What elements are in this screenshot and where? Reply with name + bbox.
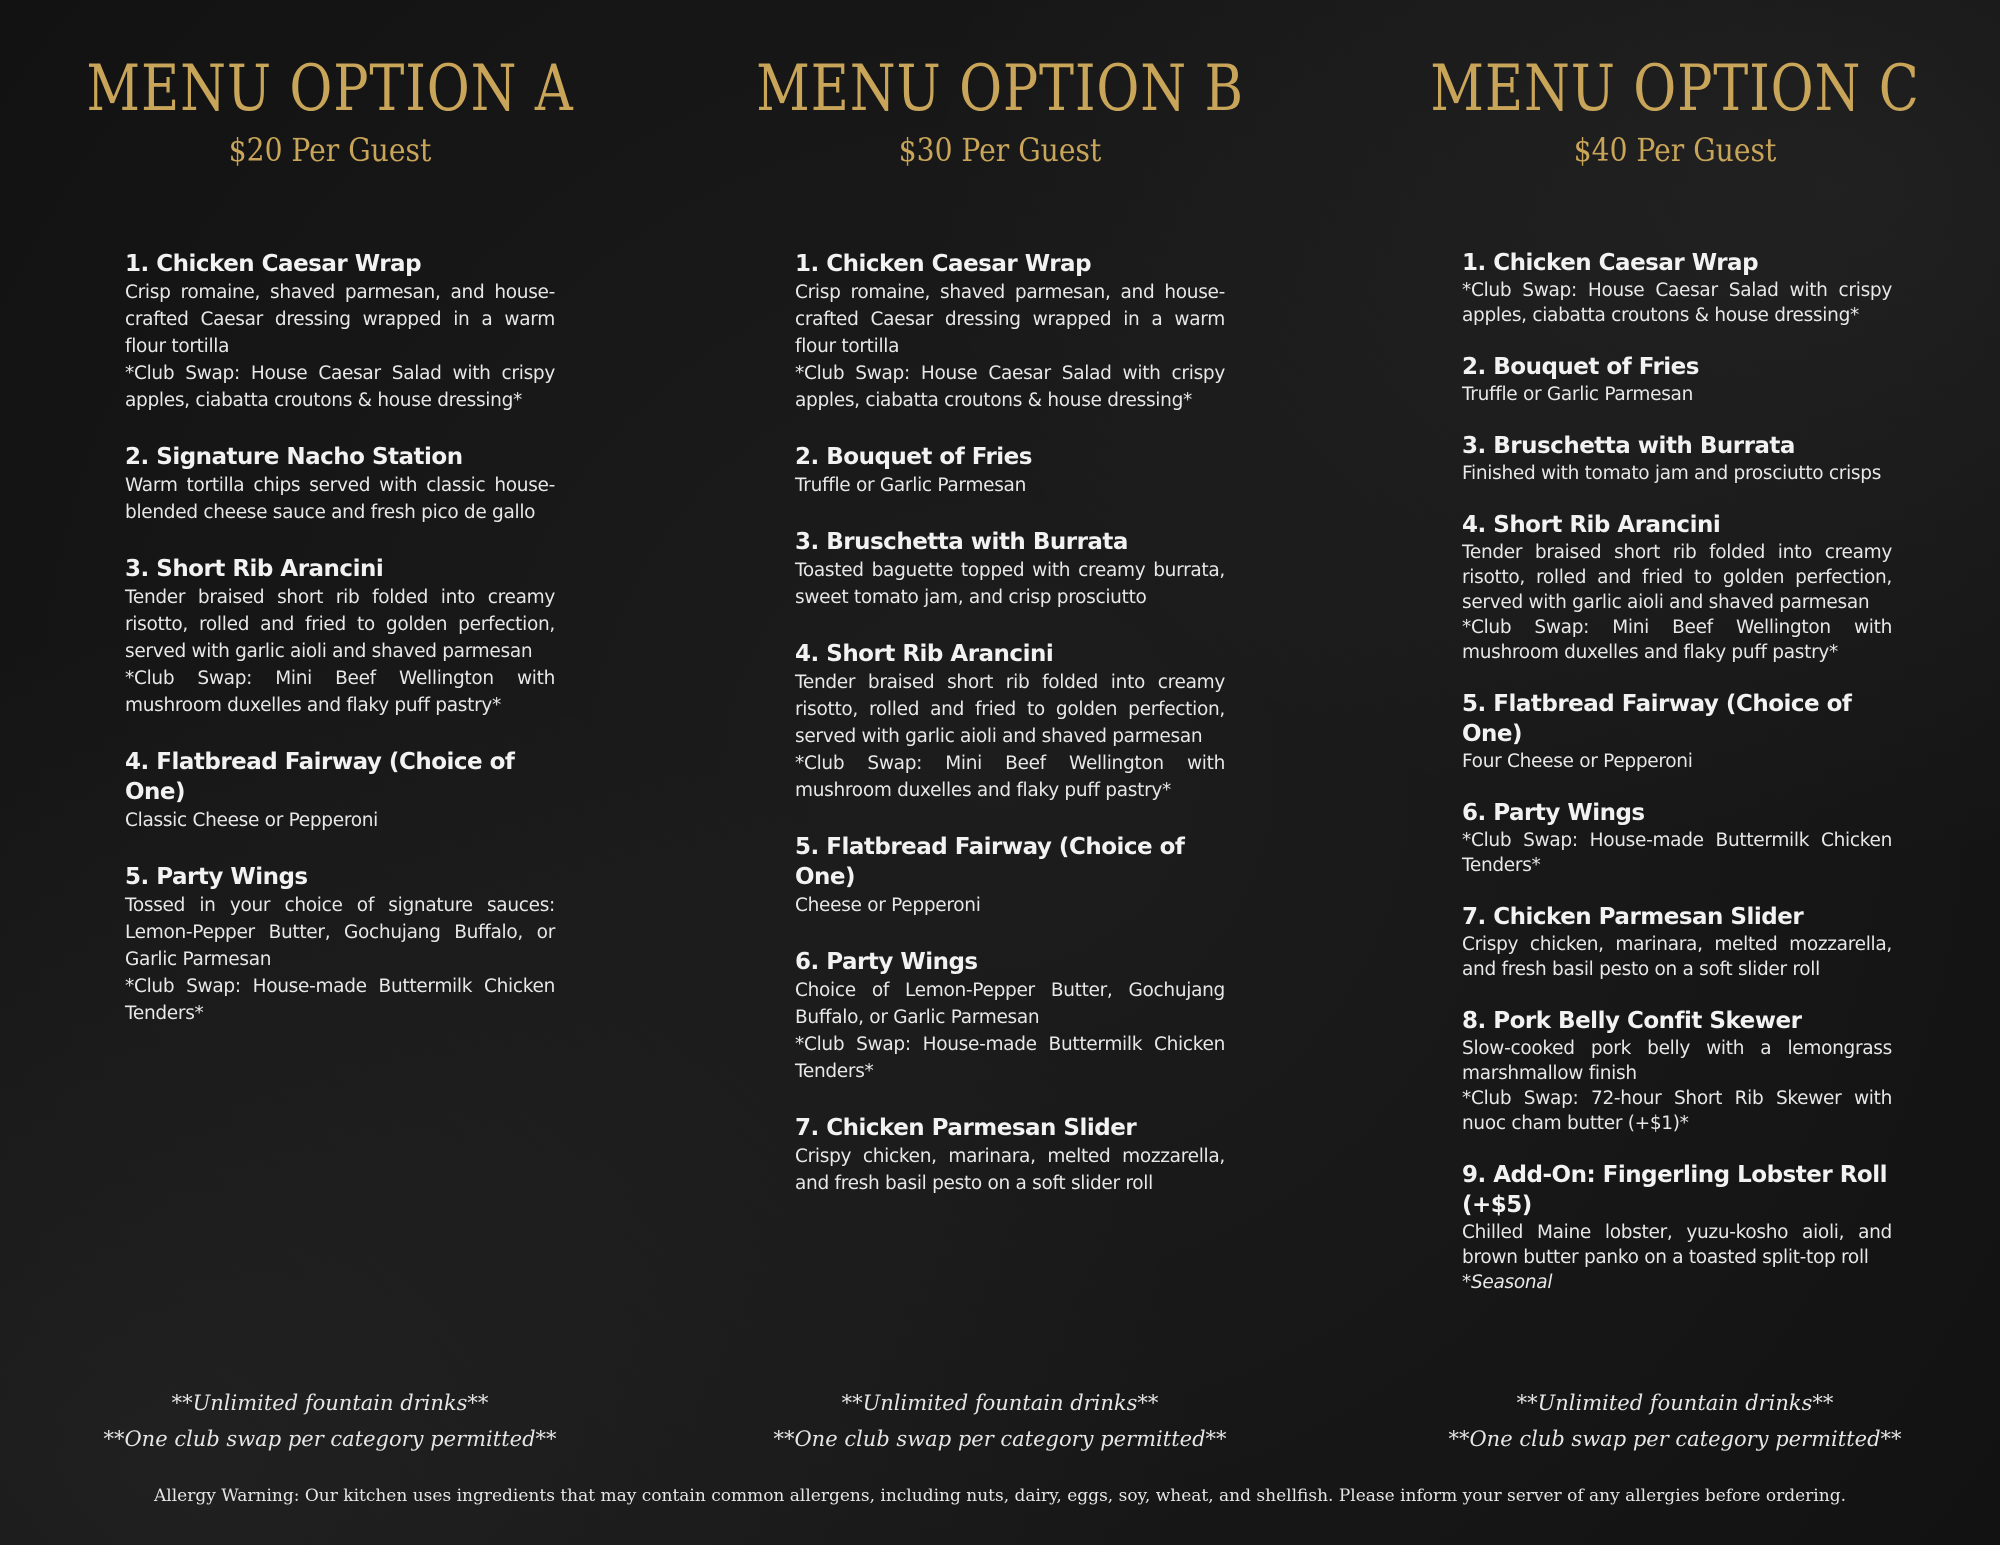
item-description [125, 279, 555, 414]
menu-item [1462, 689, 1892, 774]
item-description: Crispy chicken, marinara, melted mozzarella, and fresh basil pesto on a soft slider roll [1462, 934, 1892, 980]
item-description: Crispy chicken, marinara, melted mozzarella, and fresh basil pesto on a soft slider roll [795, 1146, 1225, 1194]
item-name: 4. Short Rib Arancini [1462, 512, 1721, 538]
item-desc-text: Tender braised short rib folded into creamy risotto, rolled and fried to golden perfection, served with garlic aioli and shaved parmesan [1462, 542, 1892, 613]
menu-item [795, 947, 1225, 1085]
menu-item [1462, 352, 1892, 407]
swap-policy-note: **One club swap per category permitted** [1448, 1427, 1902, 1451]
drinks-note: **Unlimited fountain drinks** [1516, 1391, 1834, 1415]
item-description [1462, 1036, 1892, 1136]
item-name: 3. Short Rib Arancini [125, 556, 384, 582]
club-swap-text: *Club Swap: Mini Beef Wellington with mushroom duxelles and flaky puff pastry* [1462, 617, 1892, 663]
item-desc-text: Tender braised short rib folded into creamy risotto, rolled and fried to golden perfection, served with garlic aioli and shaved parmesan [795, 672, 1225, 747]
item-name: 8. Pork Belly Confit Skewer [1462, 1008, 1802, 1034]
item-name: 2. Bouquet of Fries [1462, 354, 1699, 380]
item-name: 7. Chicken Parmesan Slider [795, 1115, 1137, 1141]
item-description: *Club Swap: House-made Buttermilk Chicken Tenders* [1462, 830, 1892, 876]
menu-item [795, 832, 1225, 919]
item-desc-text: Slow-cooked pork belly with a lemongrass marshmallow finish [1462, 1038, 1892, 1084]
menu-items [125, 249, 555, 1055]
menu-price: $30 Per Guest [898, 131, 1102, 169]
swap-policy-note: **One club swap per category permitted** [773, 1427, 1227, 1451]
menu-notes [680, 1385, 1320, 1457]
item-name: 4. Short Rib Arancini [795, 641, 1054, 667]
item-description: Warm tortilla chips served with classic house-blended cheese sauce and fresh pico de gallo [125, 475, 555, 523]
item-name: 5. Party Wings [125, 864, 308, 890]
item-name: 5. Flatbread Fairway (Choice of One) [795, 834, 1185, 890]
menu-item [795, 442, 1225, 499]
drinks-note: **Unlimited fountain drinks** [841, 1391, 1159, 1415]
item-description [795, 669, 1225, 804]
menu-item [1462, 1160, 1892, 1295]
club-swap-text: *Club Swap: House Caesar Salad with crispy apples, ciabatta croutons & house dressing* [795, 363, 1225, 411]
item-desc-text: Tossed in your choice of signature sauces: Lemon-Pepper Butter, Gochujang Buffalo, or Garlic Parmesan [125, 895, 555, 970]
item-description: Four Cheese or Pepperoni [1462, 751, 1693, 772]
item-description [795, 279, 1225, 414]
club-swap-text: *Club Swap: 72-hour Short Rib Skewer with nuoc cham butter (+$1)* [1462, 1088, 1892, 1134]
club-swap-text: *Club Swap: House-made Buttermilk Chicken Tenders* [795, 1034, 1225, 1082]
menu-item [795, 1113, 1225, 1197]
item-desc-text: Crisp romaine, shaved parmesan, and house-crafted Caesar dressing wrapped in a warm flour tortilla [795, 282, 1225, 357]
item-desc-text: Chilled Maine lobster, yuzu-kosho aioli, and brown butter panko on a toasted split-top roll [1462, 1222, 1892, 1268]
item-desc-text: Tender braised short rib folded into creamy risotto, rolled and fried to golden perfection, served with garlic aioli and shaved parmesan [125, 587, 555, 662]
menu-item [1462, 1006, 1892, 1136]
item-name: 3. Bruschetta with Burrata [795, 529, 1128, 555]
item-name: 2. Bouquet of Fries [795, 444, 1032, 470]
menu-item [795, 527, 1225, 611]
item-name: 1. Chicken Caesar Wrap [1462, 250, 1759, 276]
allergy-warning: Allergy Warning: Our kitchen uses ingredients that may contain common allergens, including nuts, dairy, eggs, soy, wheat, and shellfish. Please inform your server of any allergies before ordering. [154, 1486, 1846, 1506]
item-name: 2. Signature Nacho Station [125, 444, 463, 470]
menu-title: MENU OPTION A [86, 52, 574, 126]
swap-policy-note: **One club swap per category permitted** [103, 1427, 557, 1451]
item-name: 1. Chicken Caesar Wrap [125, 251, 422, 277]
menu-item [795, 249, 1225, 414]
item-name: 7. Chicken Parmesan Slider [1462, 904, 1804, 930]
menu-items [1462, 248, 1892, 1319]
item-name: 4. Flatbread Fairway (Choice of One) [125, 749, 515, 805]
menu-item [1462, 431, 1892, 486]
drinks-note: **Unlimited fountain drinks** [171, 1391, 489, 1415]
item-desc-text: Choice of Lemon-Pepper Butter, Gochujang Buffalo, or Garlic Parmesan [795, 980, 1225, 1028]
item-description [1462, 540, 1892, 665]
menu-item [1462, 902, 1892, 982]
menu-notes [10, 1385, 650, 1457]
menu-price: $40 Per Guest [1573, 131, 1777, 169]
item-name: 6. Party Wings [795, 949, 978, 975]
menu-item [1462, 798, 1892, 878]
item-desc-text: Crisp romaine, shaved parmesan, and house-crafted Caesar dressing wrapped in a warm flour tortilla [125, 282, 555, 357]
item-description: Classic Cheese or Pepperoni [125, 810, 379, 831]
item-name: 3. Bruschetta with Burrata [1462, 433, 1795, 459]
item-name: 5. Flatbread Fairway (Choice of One) [1462, 691, 1852, 747]
menu-title: MENU OPTION B [756, 52, 1244, 126]
club-swap-text: *Club Swap: Mini Beef Wellington with mushroom duxelles and flaky puff pastry* [795, 753, 1225, 801]
item-description: Cheese or Pepperoni [795, 895, 981, 916]
item-description: Toasted baguette topped with creamy burrata, sweet tomato jam, and crisp prosciutto [795, 560, 1225, 608]
item-description: Truffle or Garlic Parmesan [795, 475, 1027, 496]
menu-item [125, 747, 555, 834]
item-description [795, 977, 1225, 1085]
menu-items [795, 249, 1225, 1225]
item-name: 6. Party Wings [1462, 800, 1645, 826]
item-description: *Club Swap: House Caesar Salad with crispy apples, ciabatta croutons & house dressing* [1462, 280, 1892, 326]
seasonal-note: *Seasonal [1462, 1272, 1553, 1293]
club-swap-text: *Club Swap: Mini Beef Wellington with mushroom duxelles and flaky puff pastry* [125, 668, 555, 716]
menu-item [125, 442, 555, 526]
menu-item [1462, 510, 1892, 665]
club-swap-text: *Club Swap: House Caesar Salad with crispy apples, ciabatta croutons & house dressing* [125, 363, 555, 411]
menu-notes [1355, 1385, 1995, 1457]
menu-price: $20 Per Guest [228, 131, 432, 169]
item-description [1462, 1220, 1892, 1295]
club-swap-text: *Club Swap: House-made Buttermilk Chicken Tenders* [125, 976, 555, 1024]
item-description: Finished with tomato jam and prosciutto crisps [1462, 463, 1882, 484]
menu-item [1462, 248, 1892, 328]
item-description: Truffle or Garlic Parmesan [1462, 384, 1694, 405]
item-name: 9. Add-On: Fingerling Lobster Roll (+$5) [1462, 1162, 1887, 1218]
menu-item [125, 554, 555, 719]
menu-title: MENU OPTION C [1430, 52, 1920, 126]
menu-item [125, 249, 555, 414]
item-description [125, 584, 555, 719]
menu-item [795, 639, 1225, 804]
menu-item [125, 862, 555, 1027]
item-name: 1. Chicken Caesar Wrap [795, 251, 1092, 277]
item-description [125, 892, 555, 1027]
